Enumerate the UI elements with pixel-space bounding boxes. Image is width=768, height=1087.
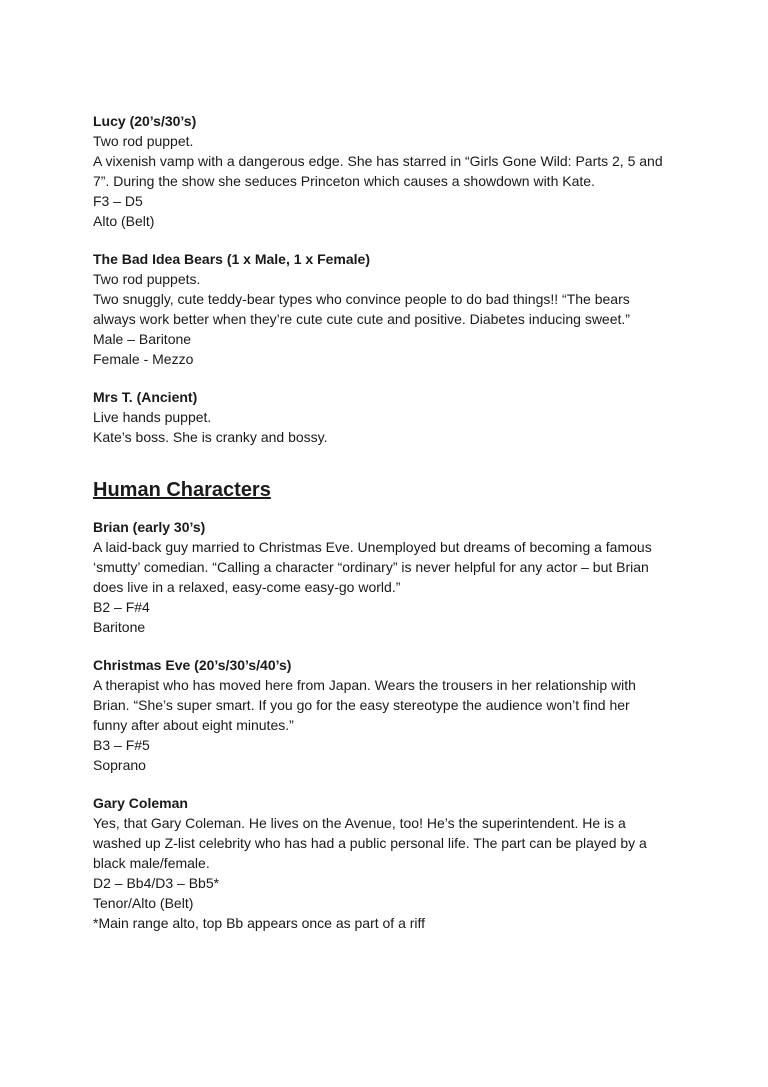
character-entry-gary-coleman — [93, 793, 693, 933]
character-line: Live hands puppet. — [93, 409, 212, 425]
character-entry-mrs-t — [93, 387, 693, 447]
voice-type: Male – Baritone — [93, 331, 192, 347]
vocal-range: B2 – F#4 — [93, 599, 150, 615]
document-page — [93, 111, 693, 933]
character-title: Lucy (20’s/30’s) — [93, 113, 197, 129]
character-title: Brian (early 30’s) — [93, 519, 206, 535]
character-line: 7”. During the show she seduces Princeton which causes a showdown with Kate. — [93, 173, 595, 189]
character-line: does live in a relaxed, easy-come easy-go world.” — [93, 579, 401, 595]
character-line: black male/female. — [93, 855, 210, 871]
character-line: Two rod puppet. — [93, 133, 194, 149]
character-line: Two rod puppets. — [93, 271, 201, 287]
character-line: Brian. “She’s super smart. If you go for the easy stereotype the audience won’t find her — [93, 697, 630, 713]
character-line: Kate’s boss. She is cranky and bossy. — [93, 429, 328, 445]
voice-type: Soprano — [93, 757, 146, 773]
character-line: A therapist who has moved here from Japan. Wears the trousers in her relationship with — [93, 677, 636, 693]
vocal-range: F3 – D5 — [93, 193, 143, 209]
voice-type: Alto (Belt) — [93, 213, 155, 229]
footnote: *Main range alto, top Bb appears once as part of a riff — [93, 915, 426, 931]
vocal-range: D2 – Bb4/D3 – Bb5* — [93, 875, 220, 891]
character-entry-christmas-eve — [93, 655, 693, 775]
character-title: The Bad Idea Bears (1 x Male, 1 x Female) — [93, 251, 371, 267]
voice-type: Tenor/Alto (Belt) — [93, 895, 194, 911]
character-line: A vixenish vamp with a dangerous edge. She has starred in “Girls Gone Wild: Parts 2, 5 and — [93, 153, 663, 169]
character-line: washed up Z-list celebrity who has had a public personal life. The part can be played by a — [93, 835, 647, 851]
character-title: Mrs T. (Ancient) — [93, 389, 198, 405]
section-heading: Human Characters — [93, 479, 271, 501]
voice-type: Female - Mezzo — [93, 351, 194, 367]
voice-type: Baritone — [93, 619, 146, 635]
character-title: Christmas Eve (20’s/30’s/40’s) — [93, 657, 292, 673]
character-entry-bad-idea-bears — [93, 249, 693, 369]
character-line: funny after about eight minutes.” — [93, 717, 294, 733]
character-entry-brian — [93, 517, 693, 637]
character-line: A laid-back guy married to Christmas Eve. Unemployed but dreams of becoming a famous — [93, 539, 652, 555]
vocal-range: B3 – F#5 — [93, 737, 150, 753]
character-line: Yes, that Gary Coleman. He lives on the Avenue, too! He’s the superintendent. He is a — [93, 815, 626, 831]
character-line: always work better when they’re cute cute cute and positive. Diabetes inducing sweet.” — [93, 311, 630, 327]
character-line: Two snuggly, cute teddy-bear types who convince people to do bad things!! “The bears — [93, 291, 630, 307]
character-line: ‘smutty’ comedian. “Calling a character “ordinary” is never helpful for any actor – but Brian — [93, 559, 649, 575]
character-title: Gary Coleman — [93, 795, 188, 811]
character-entry-lucy — [93, 111, 693, 231]
